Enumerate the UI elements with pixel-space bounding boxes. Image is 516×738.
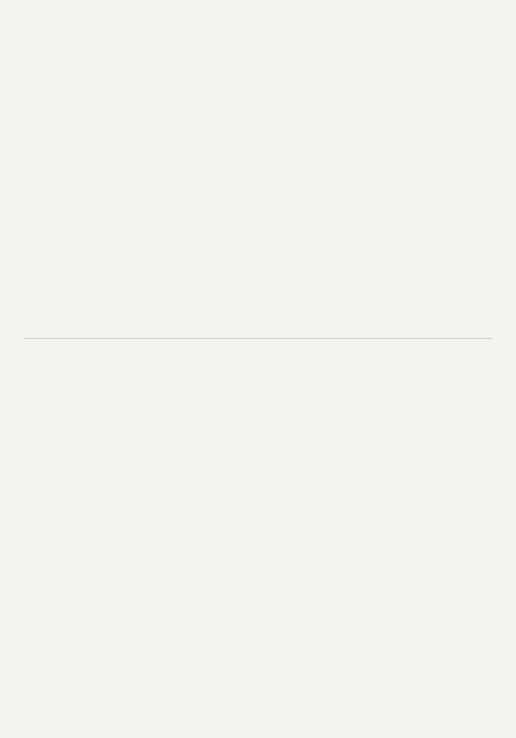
upper-text-block: [20, 20, 500, 325]
tier-divider: [24, 338, 492, 339]
lower-text-block: [20, 352, 500, 697]
